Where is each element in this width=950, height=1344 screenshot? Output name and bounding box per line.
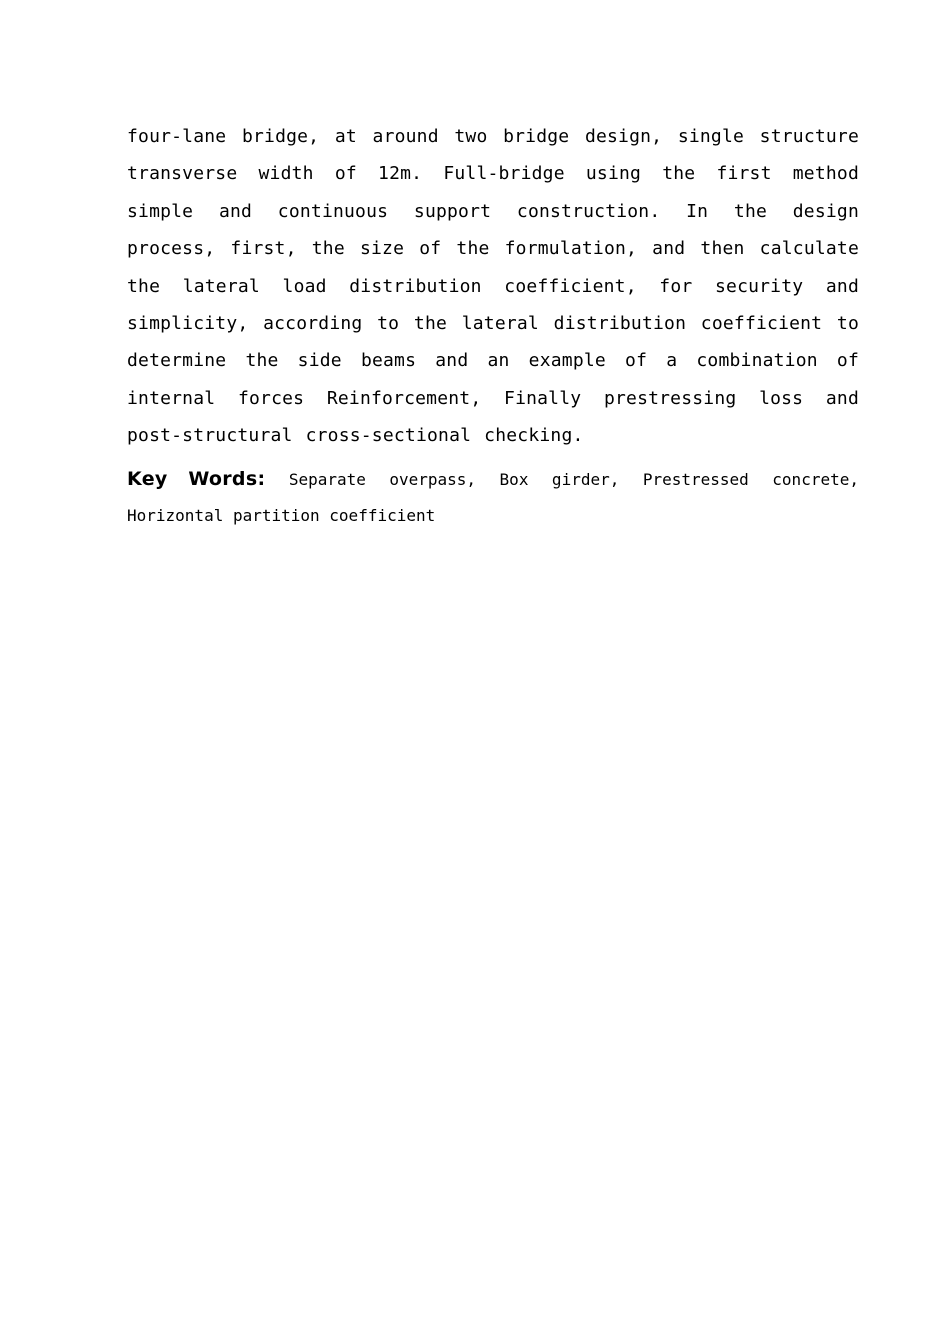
abstract-paragraph: four-lane bridge, at around two bridge design, single structure transverse width of 12m. Full-bridge using the first method simple and continuous support construction. In the design process, first, the size of the formulation, and then calculate the lateral load distribution coefficient, for security and simplicity, according to the lateral distribution coefficient to determine the side beams and an example of a combination of internal forces Reinforcement, Finally prestressing loss and post-structural cross-sectional checking. xyxy=(127,126,859,447)
keywords-label: Key Words: xyxy=(127,467,266,490)
abstract-section xyxy=(127,118,859,534)
keywords-text: Separate overpass, Box girder, Prestressed concrete, Horizontal partition coefficient xyxy=(127,469,859,525)
keywords-line xyxy=(127,461,859,534)
